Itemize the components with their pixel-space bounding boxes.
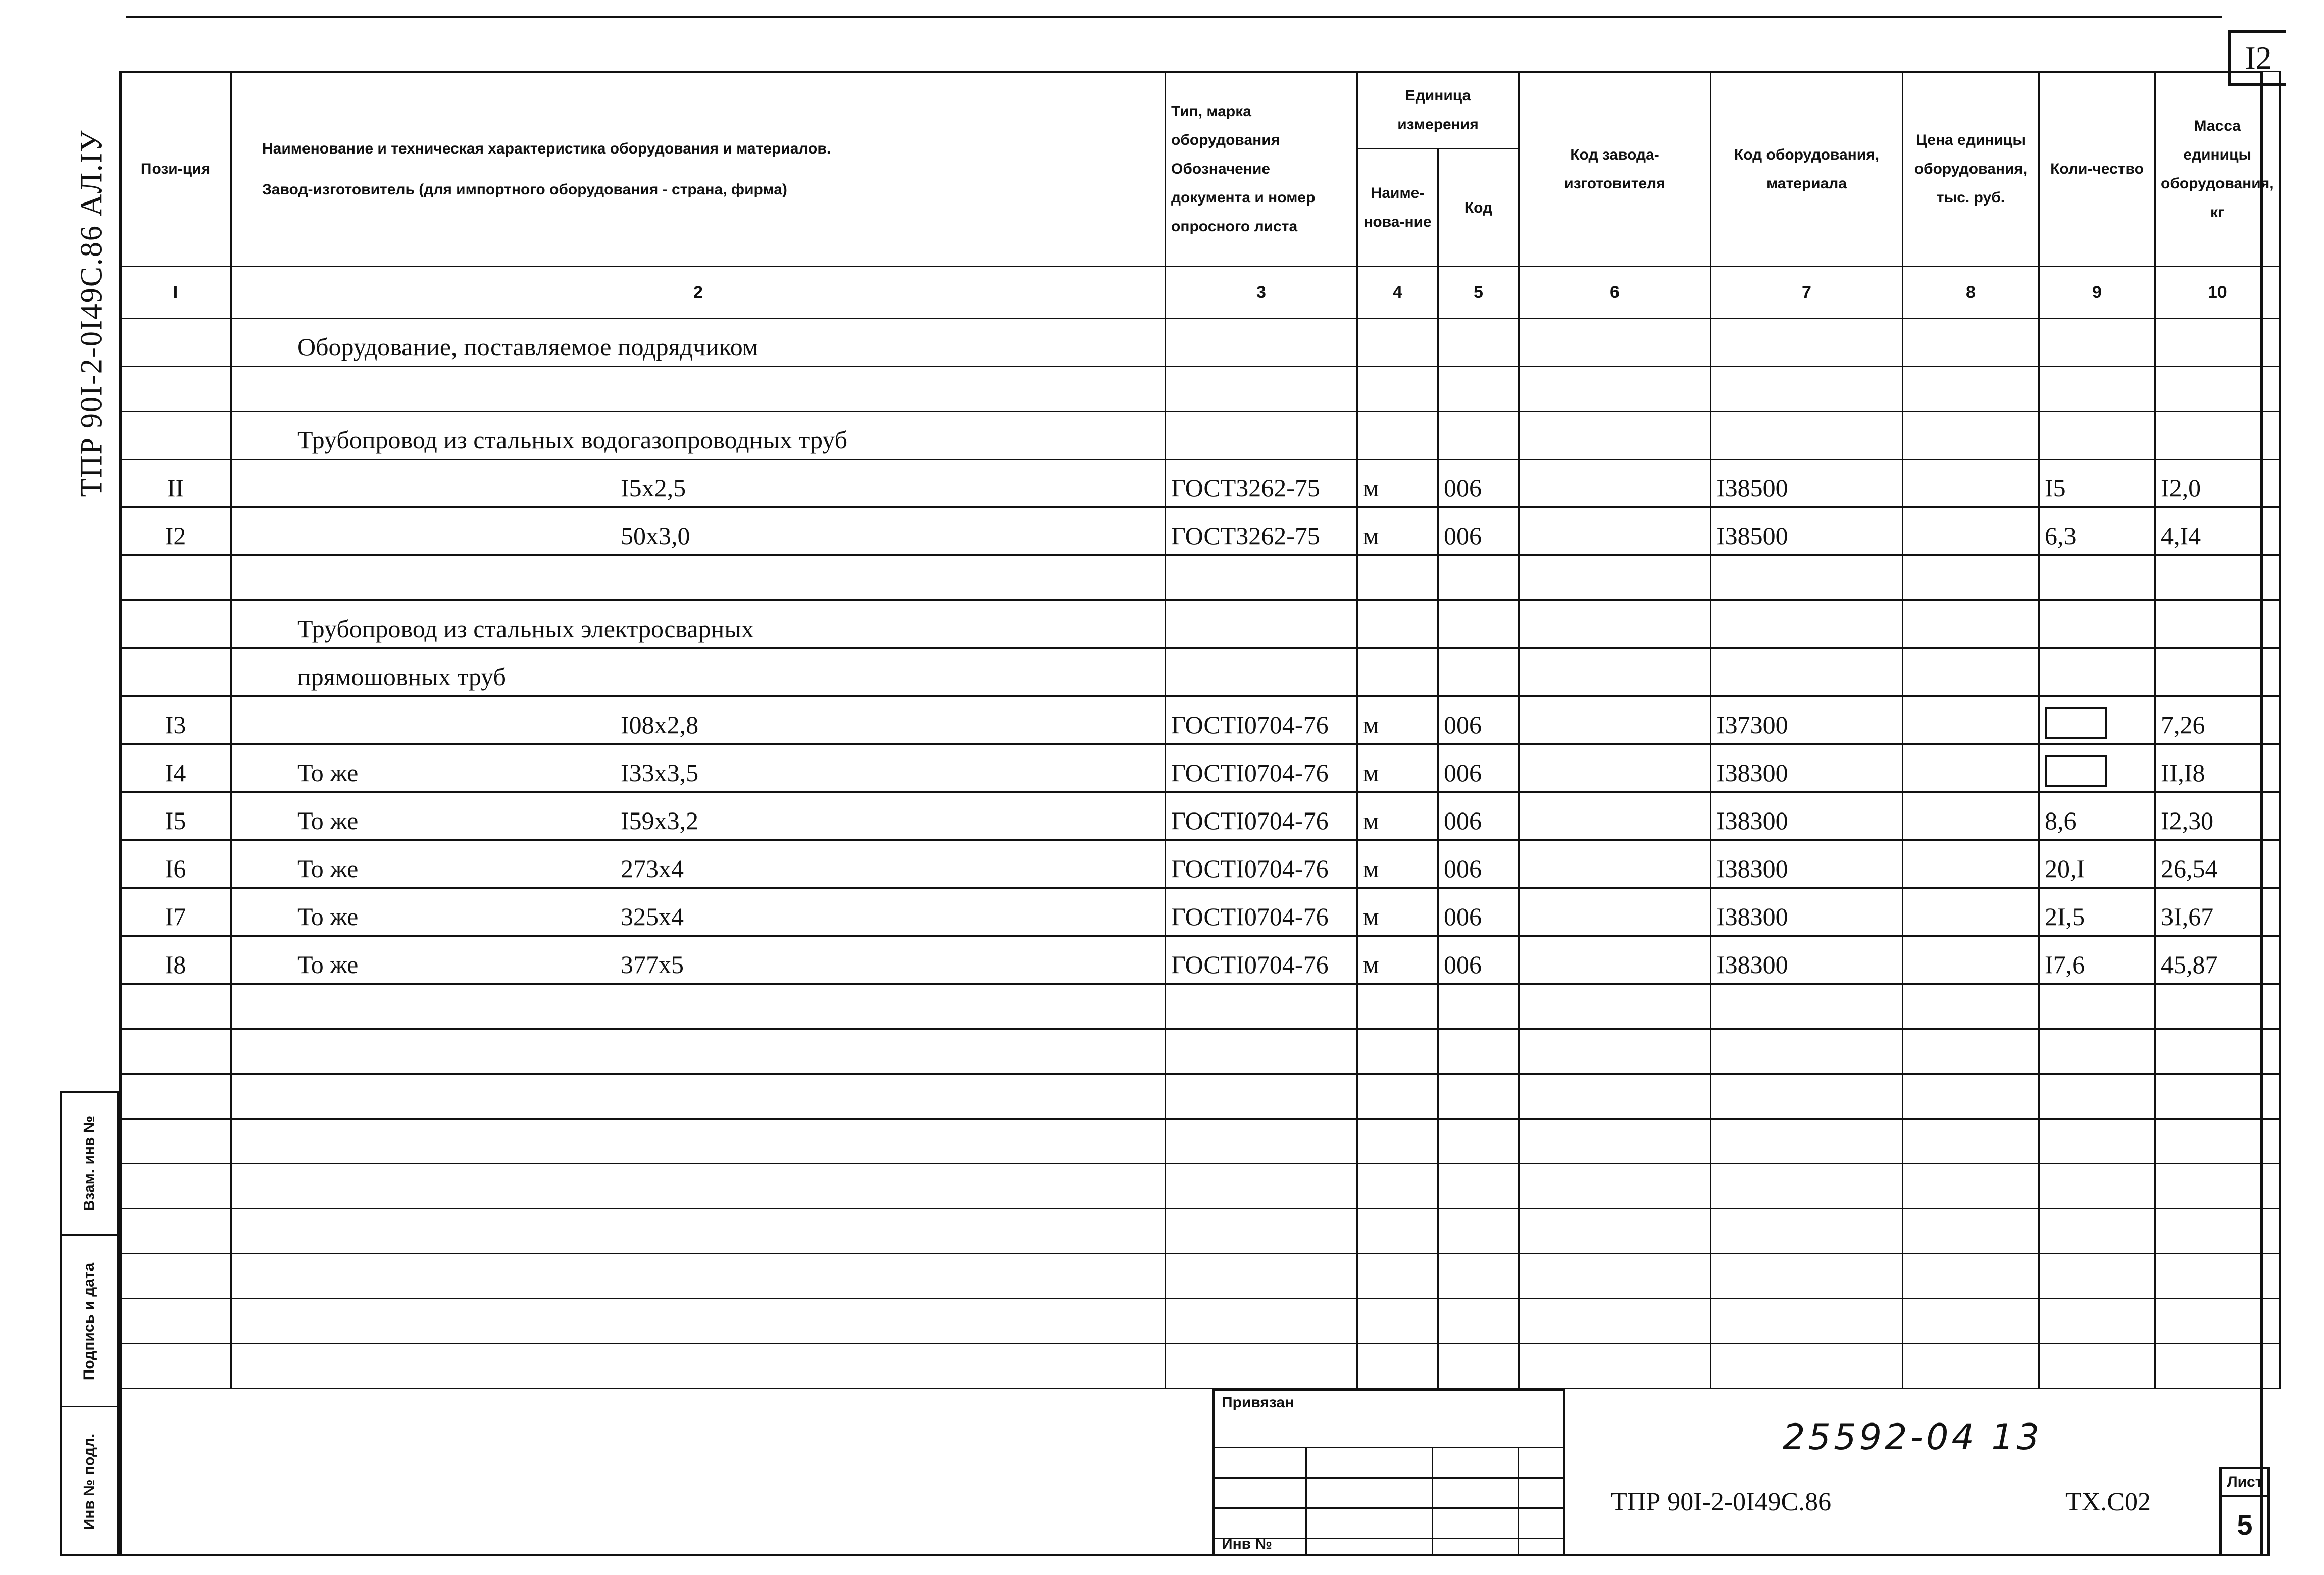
row-size: I5x2,5: [621, 474, 686, 502]
empty-row: [120, 1254, 2280, 1299]
empty-row: [120, 1299, 2280, 1344]
row-position: I3: [120, 696, 231, 744]
header-name: [231, 72, 1166, 267]
row-unit-code: 006: [1438, 507, 1519, 555]
row-unit-code: 006: [1438, 744, 1519, 792]
row-mass: 7,26: [2155, 696, 2280, 744]
row-mass: 26,54: [2155, 840, 2280, 888]
list-box: [2219, 1467, 2270, 1556]
inv-label: Инв №: [1222, 1536, 1272, 1552]
column-number: 4: [1357, 267, 1438, 319]
empty-row: [120, 1164, 2280, 1209]
stamp-line: [1215, 1447, 1563, 1448]
empty-quantity-box: [2045, 707, 2107, 739]
row-name: [231, 936, 1166, 984]
header-unit-name: Наиме-нова-ние: [1357, 149, 1438, 267]
column-number: 6: [1519, 267, 1711, 319]
document-code: ТХ.С02: [2065, 1488, 2151, 1516]
column-number: 5: [1438, 267, 1519, 319]
row-quantity: [2039, 696, 2155, 744]
row-position: I6: [120, 840, 231, 888]
row-manufacturer-code: [1519, 744, 1711, 792]
header-name-line2: Завод-изготовитель (для импортного оборудования - страна, фирма): [262, 181, 787, 198]
column-number: 2: [231, 267, 1166, 319]
handwritten-number: 25592-04 13: [1783, 1416, 2043, 1458]
column-number: 7: [1711, 267, 1903, 319]
row-manufacturer-code: [1519, 460, 1711, 507]
row-prefix: То же: [297, 854, 359, 883]
row-equipment-code: I38300: [1711, 744, 1903, 792]
row-manufacturer-code: [1519, 888, 1711, 936]
row-quantity: [2039, 744, 2155, 792]
row-unit: м: [1357, 888, 1438, 936]
row-manufacturer-code: [1519, 696, 1711, 744]
table-row: [120, 460, 2280, 507]
strip-cell-inv-replaced: Взам. инв №: [81, 1115, 98, 1211]
row-type: ГОСТI0704-76: [1166, 696, 1357, 744]
header-position: Пози-ция: [120, 72, 231, 267]
row-position: I7: [120, 888, 231, 936]
sheet-number: I2: [2245, 40, 2272, 76]
row-unit: м: [1357, 460, 1438, 507]
row-prefix: То же: [297, 758, 359, 787]
row-size: 273x4: [621, 854, 684, 883]
row-unit-code: 006: [1438, 460, 1519, 507]
group1-title: Трубопровод из стальных водогазопроводных труб: [231, 412, 1166, 460]
row-quantity: I5: [2039, 460, 2155, 507]
row-unit: м: [1357, 744, 1438, 792]
row-mass: 3I,67: [2155, 888, 2280, 936]
stamp-line: [1215, 1507, 1563, 1509]
group2-title-line2: прямошовных труб: [231, 648, 1166, 696]
group-title-row: [120, 412, 2280, 460]
row-price: [1903, 840, 2039, 888]
header-row-1: [120, 72, 2280, 149]
group-title-row: [120, 600, 2280, 648]
row-equipment-code: I37300: [1711, 696, 1903, 744]
row-unit-code: 006: [1438, 888, 1519, 936]
stamp-line: [1518, 1447, 1519, 1554]
header-manufacturer-code: Код завода-изготовителя: [1519, 72, 1711, 267]
row-prefix: То же: [297, 806, 359, 835]
row-type: ГОСТI0704-76: [1166, 792, 1357, 840]
group2-title-line1: Трубопровод из стальных электросварных: [231, 600, 1166, 648]
empty-row: [120, 1119, 2280, 1164]
left-approval-strip: [60, 1091, 119, 1556]
row-name: [231, 888, 1166, 936]
row-type: ГОСТ3262-75: [1166, 507, 1357, 555]
row-size: 377x5: [621, 950, 684, 979]
bound-label: Привязан: [1222, 1394, 1294, 1411]
header-type: Тип, марка оборудования Обозначение документа и номер опросного листа: [1166, 72, 1357, 267]
table-row: [120, 936, 2280, 984]
header-quantity: Коли-чество: [2039, 72, 2155, 267]
empty-row: [120, 1344, 2280, 1389]
row-unit-code: 006: [1438, 936, 1519, 984]
section-title: Оборудование, поставляемое подрядчиком: [231, 319, 1166, 367]
row-type: ГОСТI0704-76: [1166, 744, 1357, 792]
table-row: [120, 792, 2280, 840]
row-price: [1903, 507, 2039, 555]
row-unit: м: [1357, 507, 1438, 555]
row-mass: II,I8: [2155, 744, 2280, 792]
row-size: 50x3,0: [621, 522, 690, 550]
list-number: 5: [2237, 1509, 2253, 1541]
row-price: [1903, 792, 2039, 840]
row-mass: I2,0: [2155, 460, 2280, 507]
row-manufacturer-code: [1519, 936, 1711, 984]
row-type: ГОСТI0704-76: [1166, 840, 1357, 888]
row-equipment-code: I38500: [1711, 507, 1903, 555]
column-number: 10: [2155, 267, 2280, 319]
row-size: I59x3,2: [621, 806, 699, 835]
empty-row: [120, 367, 2280, 412]
row-unit: м: [1357, 792, 1438, 840]
stamp-line: [1432, 1447, 1433, 1554]
column-number: I: [120, 267, 231, 319]
header-unit-group: Единица измерения: [1357, 72, 1519, 149]
row-prefix: То же: [297, 902, 359, 931]
table-row: [120, 840, 2280, 888]
row-equipment-code: I38500: [1711, 460, 1903, 507]
header-equipment-code: Код оборудования, материала: [1711, 72, 1903, 267]
group-title-row: [120, 648, 2280, 696]
row-equipment-code: I38300: [1711, 936, 1903, 984]
row-type: ГОСТI0704-76: [1166, 888, 1357, 936]
strip-cell-sign-date: Подпись и дата: [62, 1234, 117, 1407]
section-title-row: [120, 319, 2280, 367]
row-unit: м: [1357, 840, 1438, 888]
stamp-line: [1305, 1447, 1307, 1554]
row-quantity: 8,6: [2039, 792, 2155, 840]
row-equipment-code: I38300: [1711, 792, 1903, 840]
row-name: [231, 696, 1166, 744]
row-mass: I2,30: [2155, 792, 2280, 840]
empty-row: [120, 555, 2280, 600]
row-type: ГОСТ3262-75: [1166, 460, 1357, 507]
header-mass: Масса единицы оборудования, кг: [2155, 72, 2280, 267]
row-name: [231, 744, 1166, 792]
row-position: I5: [120, 792, 231, 840]
row-equipment-code: I38300: [1711, 840, 1903, 888]
row-prefix: То же: [297, 950, 359, 979]
row-position: II: [120, 460, 231, 507]
empty-row: [120, 984, 2280, 1029]
row-unit: м: [1357, 936, 1438, 984]
binding-stamp: [1212, 1389, 1565, 1556]
specification-table: [119, 71, 2281, 1389]
stamp-line: [1215, 1477, 1563, 1479]
column-number: 9: [2039, 267, 2155, 319]
row-position: I8: [120, 936, 231, 984]
row-quantity: I7,6: [2039, 936, 2155, 984]
row-manufacturer-code: [1519, 507, 1711, 555]
row-price: [1903, 744, 2039, 792]
project-code: ТПР 90I-2-0I49С.86: [1611, 1488, 1832, 1516]
row-unit-code: 006: [1438, 840, 1519, 888]
row-position: I2: [120, 507, 231, 555]
row-manufacturer-code: [1519, 792, 1711, 840]
row-quantity: 6,3: [2039, 507, 2155, 555]
row-equipment-code: I38300: [1711, 888, 1903, 936]
row-unit-code: 006: [1438, 792, 1519, 840]
row-mass: 45,87: [2155, 936, 2280, 984]
table-row: [120, 744, 2280, 792]
empty-row: [120, 1029, 2280, 1074]
vertical-stamp: [64, 71, 119, 555]
row-mass: 4,I4: [2155, 507, 2280, 555]
row-unit-code: 006: [1438, 696, 1519, 744]
row-manufacturer-code: [1519, 840, 1711, 888]
list-label: Лист: [2222, 1469, 2267, 1497]
row-size: 325x4: [621, 902, 684, 931]
row-type: ГОСТI0704-76: [1166, 936, 1357, 984]
row-price: [1903, 888, 2039, 936]
top-border-line: [126, 16, 2222, 18]
strip-cell-inv-original: Инв № подл.: [62, 1406, 117, 1556]
table-row: [120, 507, 2280, 555]
header-name-line1: Наименование и техническая характеристика оборудования и материалов.: [262, 140, 831, 157]
table-row: [120, 888, 2280, 936]
vertical-stamp-text: ТПР 90I-2-0I49С.86 АЛ.IУ: [74, 129, 108, 497]
row-position: I4: [120, 744, 231, 792]
row-size: I33x3,5: [621, 758, 699, 787]
header-unit-code: Код: [1438, 149, 1519, 267]
row-quantity: 20,I: [2039, 840, 2155, 888]
row-price: [1903, 936, 2039, 984]
row-name: [231, 792, 1166, 840]
empty-row: [120, 1209, 2280, 1254]
row-price: [1903, 696, 2039, 744]
row-price: [1903, 460, 2039, 507]
empty-quantity-box: [2045, 755, 2107, 787]
column-number: 3: [1166, 267, 1357, 319]
row-name: [231, 507, 1166, 555]
row-unit: м: [1357, 696, 1438, 744]
row-name: [231, 840, 1166, 888]
column-number: 8: [1903, 267, 2039, 319]
row-size: I08x2,8: [621, 710, 699, 739]
header-price: Цена единицы оборудования, тыс. руб.: [1903, 72, 2039, 267]
empty-row: [120, 1074, 2280, 1119]
table-row: [120, 696, 2280, 744]
row-quantity: 2I,5: [2039, 888, 2155, 936]
row-name: [231, 460, 1166, 507]
column-number-row: [120, 267, 2280, 319]
